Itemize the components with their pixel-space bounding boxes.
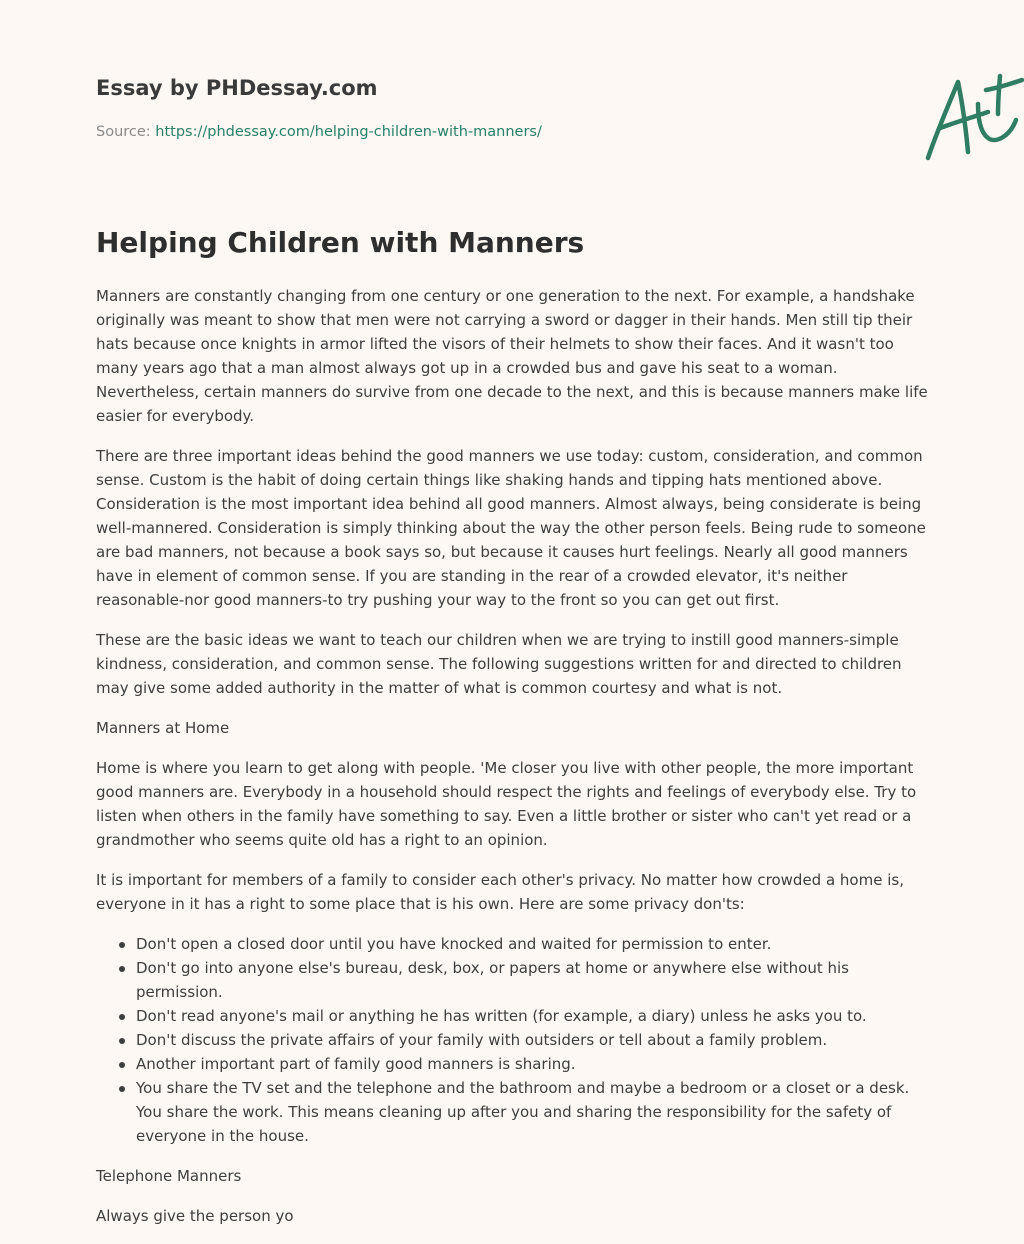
- section-heading-manners-at-home: Manners at Home: [96, 719, 230, 737]
- source-label: Source:: [96, 124, 151, 140]
- essay-body: [96, 284, 936, 1244]
- list-item: Don't discuss the private affairs of your family with outsiders or tell about a family problem.: [136, 1028, 936, 1052]
- a-plus-grade-icon: [916, 66, 1024, 166]
- privacy-list: [96, 932, 936, 1148]
- list-item: You share the TV set and the telephone and the bathroom and maybe a bedroom or a closet or a desk. You share the work. This means cleaning up after you and sharing the responsibility for the safety of everyone in the house.: [136, 1076, 936, 1148]
- section-heading-telephone-manners: Telephone Manners: [96, 1167, 242, 1185]
- paragraph: These are the basic ideas we want to teach our children when we are trying to instill good manners-simple kindness, consideration, and common sense. The following suggestions written for and directed to children may give some added authority in the matter of what is common courtesy and what is not.: [96, 631, 902, 697]
- essay-title: Helping Children with Manners: [96, 226, 585, 259]
- list-item: Another important part of family good manners is sharing.: [136, 1052, 936, 1076]
- list-item: Don't read anyone's mail or anything he has written (for example, a diary) unless he asks you to.: [136, 1004, 936, 1028]
- source-link[interactable]: https://phdessay.com/helping-children-with-manners/: [155, 124, 542, 140]
- source-line: [96, 124, 542, 140]
- paragraph: Manners are constantly changing from one century or one generation to the next. For example, a handshake originally was meant to show that men were not carrying a sword or dagger in their hands. Men still tip their hats because once knights in armor lifted the visors of their helmets to show their faces. And it wasn't too many years ago that a man almost always got up in a crowded bus and gave his seat to a woman. Nevertheless, certain manners do survive from one decade to the next, and this is because manners make life easier for everybody.: [96, 287, 928, 425]
- paragraph: It is important for members of a family to consider each other's privacy. No matter how crowded a home is, everyone in it has a right to some place that is his own. Here are some privacy don'ts:: [96, 871, 904, 913]
- list-item: Don't go into anyone else's bureau, desk, box, or papers at home or anywhere else without his permission.: [136, 956, 936, 1004]
- site-title: Essay by PHDessay.com: [96, 76, 378, 100]
- paragraph: There are three important ideas behind the good manners we use today: custom, consideration, and common sense. Custom is the habit of doing certain things like shaking hands and tipping hats mentioned above. Consideration is the most important idea behind all good manners. Almost always, being considerate is being well-mannered. Consideration is simply thinking about the way the other person feels. Being rude to someone are bad manners, not because a book says so, but because it causes hurt feelings. Nearly all good manners have in element of common sense. If you are standing in the rear of a crowded elevator, it's neither reasonable-nor good manners-to try pushing your way to the front so you can get out first.: [96, 447, 926, 609]
- paragraph: Always give the person yo: [96, 1207, 294, 1225]
- paragraph: Home is where you learn to get along with people. 'Me closer you live with other people, the more important good manners are. Everybody in a household should respect the rights and feelings of everybody else. Try to listen when others in the family have something to say. Even a little brother or sister who can't yet read or a grandmother who seems quite old has a right to an opinion.: [96, 759, 917, 849]
- list-item: Don't open a closed door until you have knocked and waited for permission to enter.: [136, 932, 936, 956]
